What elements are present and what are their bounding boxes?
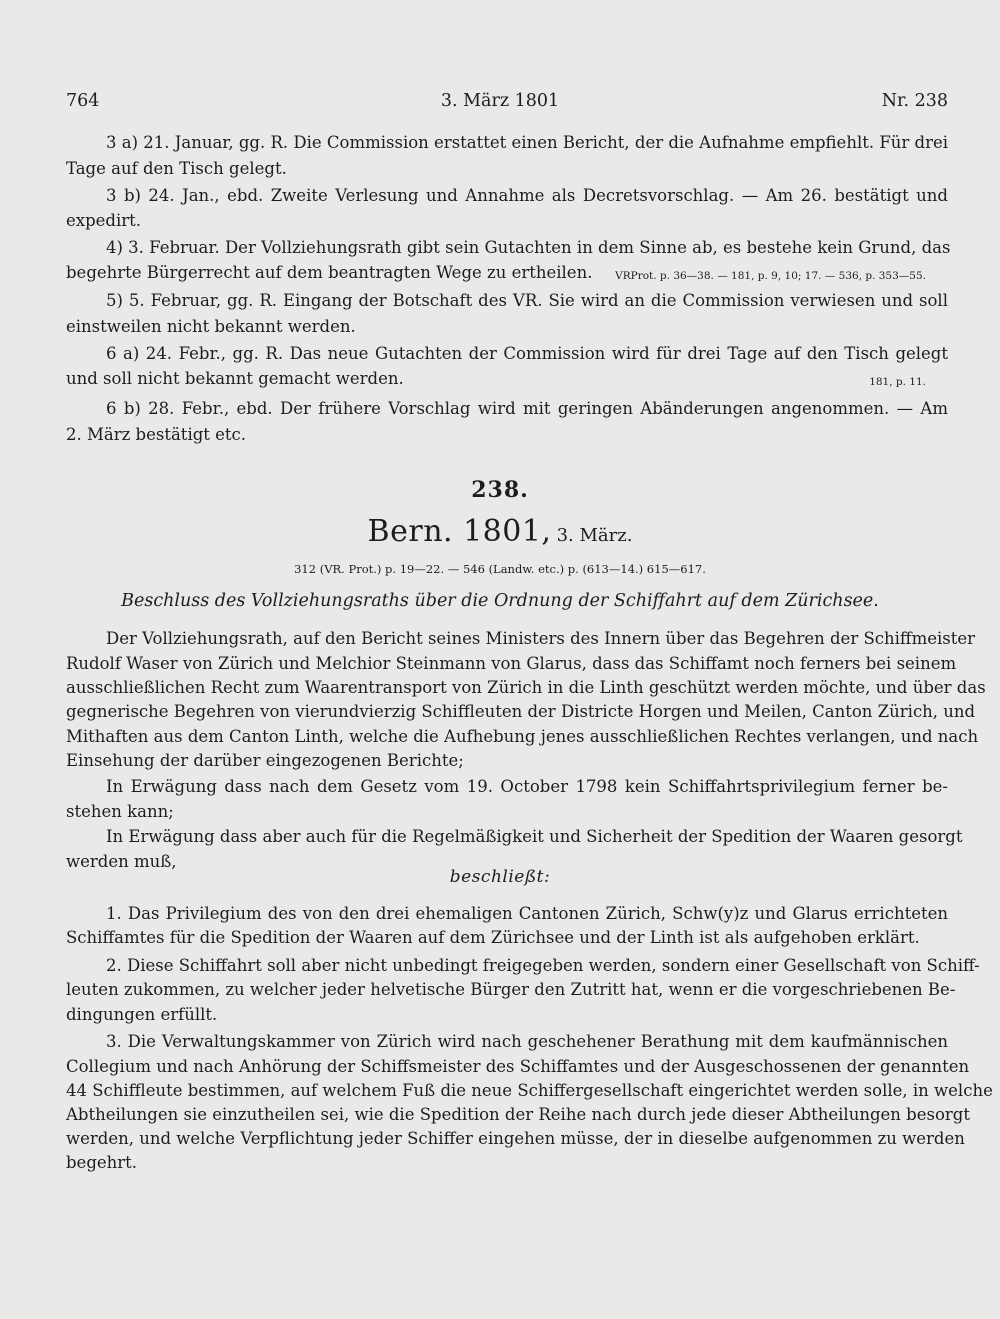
resolves-heading: beschließt: (449, 867, 551, 887)
text-line: Tage auf den Tisch gelegt. (66, 159, 287, 178)
text-line: Der Vollziehungsrath, auf den Bericht seines Ministers des Innern über das Begehren der Schiffmeister (106, 629, 976, 648)
text-line: ausschließlichen Recht zum Waarentransport von Zürich in die Linth geschützt werden möchte, und über das (66, 678, 986, 697)
text-line: 44 Schiffleute bestimmen, auf welchem Fuß die neue Schiffergesellschaft eingerichtet werden solle, in welche (66, 1081, 993, 1100)
page-number: 764 (66, 91, 100, 111)
text-line: einstweilen nicht bekannt werden. (66, 317, 356, 336)
text-line: begehrte Bürgerrecht auf dem beantragten Wege zu ertheilen. (66, 263, 593, 282)
text-line: 3 b) 24. Jan., ebd. Zweite Verlesung und Annahme als Decretsvorschlag. — Am 26. bestätigt und (106, 186, 948, 205)
text-line: leuten zukommen, zu welcher jeder helvetische Bürger den Zutritt hat, wenn er die vorgeschriebenen Be- (66, 980, 956, 999)
text-line: gegnerische Begehren von vierundvierzig Schiffleuten der Districte Horgen und Meilen, Canton Zürich, und (66, 702, 976, 721)
text-line: In Erwägung dass aber auch für die Regelmäßigkeit und Sicherheit der Spedition der Waaren gesorgt (106, 827, 963, 846)
margin-reference: VRProt. p. 36—38. — 181, p. 9, 10; 17. — 536, p. 353—55. (615, 270, 926, 282)
text-line: Mithaften aus dem Canton Linth, welche die Aufhebung jenes ausschließlichen Rechtes verlangen, und nach (66, 727, 979, 746)
text-line: 2. März bestätigt etc. (66, 425, 247, 444)
text-line: begehrt. (66, 1153, 138, 1172)
text-line: 1. Das Privilegium des von den drei ehemaligen Cantonen Zürich, Schw(y)z und Glarus errichteten (106, 904, 948, 923)
text-line: 6 a) 24. Febr., gg. R. Das neue Gutachten der Commission wird für drei Tage auf den Tisch gelegt (106, 344, 948, 363)
text-line: Schiffamtes für die Spedition der Waaren auf dem Zürichsee und der Linth ist als aufgehoben erklärt. (66, 928, 920, 947)
text-line: 3 a) 21. Januar, gg. R. Die Commission erstattet einen Bericht, der die Aufnahme empfiehlt. Für drei (106, 133, 949, 152)
running-date: 3. März 1801 (440, 91, 560, 111)
document-title: Beschluss des Vollziehungsraths über die Ordnung der Schiffahrt auf dem Zürichsee. (121, 591, 879, 611)
text-line: In Erwägung dass nach dem Gesetz vom 19. October 1798 kein Schiffahrtsprivilegium ferner be- (106, 777, 948, 796)
text-line: Rudolf Waser von Zürich und Melchior Steinmann von Glarus, dass das Schiffamt noch ferners bei seinem (66, 654, 957, 673)
document-date: 3. März. (556, 525, 633, 546)
text-line: 6 b) 28. Febr., ebd. Der frühere Vorschlag wird mit geringen Abänderungen angenommen. — Am (106, 399, 948, 418)
text-line: dingungen erfüllt. (66, 1005, 218, 1024)
text-line: werden muß, (66, 852, 177, 871)
text-line: expedirt. (66, 211, 141, 230)
text-line: 4) 3. Februar. Der Vollziehungsrath gibt sein Gutachten in dem Sinne ab, es bestehe kein Grund, das (106, 238, 951, 257)
margin-reference: 181, p. 11. (869, 376, 926, 388)
text-line: 5) 5. Februar, gg. R. Eingang der Botschaft des VR. Sie wird an die Commission verwiesen und soll (106, 291, 948, 310)
text-line: Abtheilungen sie einzutheilen sei, wie die Spedition der Reihe nach durch jede dieser Abtheilungen besorgt (66, 1105, 970, 1124)
text-line: 3. Die Verwaltungskammer von Zürich wird nach geschehener Berathung mit dem kaufmännischen (106, 1032, 948, 1051)
document-number: 238. (471, 477, 529, 503)
text-line: und soll nicht bekannt gemacht werden. (66, 369, 404, 388)
text-line: 2. Diese Schiffahrt soll aber nicht unbedingt freigegeben werden, sondern einer Gesellschaft von Schiff- (106, 956, 980, 975)
text-line: stehen kann; (66, 802, 174, 821)
document-references: 312 (VR. Prot.) p. 19—22. — 546 (Landw. etc.) p. (613—14.) 615—617. (294, 562, 706, 576)
place-year: Bern. 1801, (367, 514, 552, 549)
text-line: Einsehung der darüber eingezogenen Berichte; (66, 751, 464, 770)
document-place-date (0, 514, 1000, 549)
running-doc-ref: Nr. 238 (881, 91, 948, 111)
text-line: werden, und welche Verpflichtung jeder Schiffer eingehen müsse, der in dieselbe aufgenommen zu werden (66, 1129, 965, 1148)
text-line: Collegium und nach Anhörung der Schiffsmeister des Schiffamtes und der Ausgeschossenen der genannten (66, 1057, 970, 1076)
